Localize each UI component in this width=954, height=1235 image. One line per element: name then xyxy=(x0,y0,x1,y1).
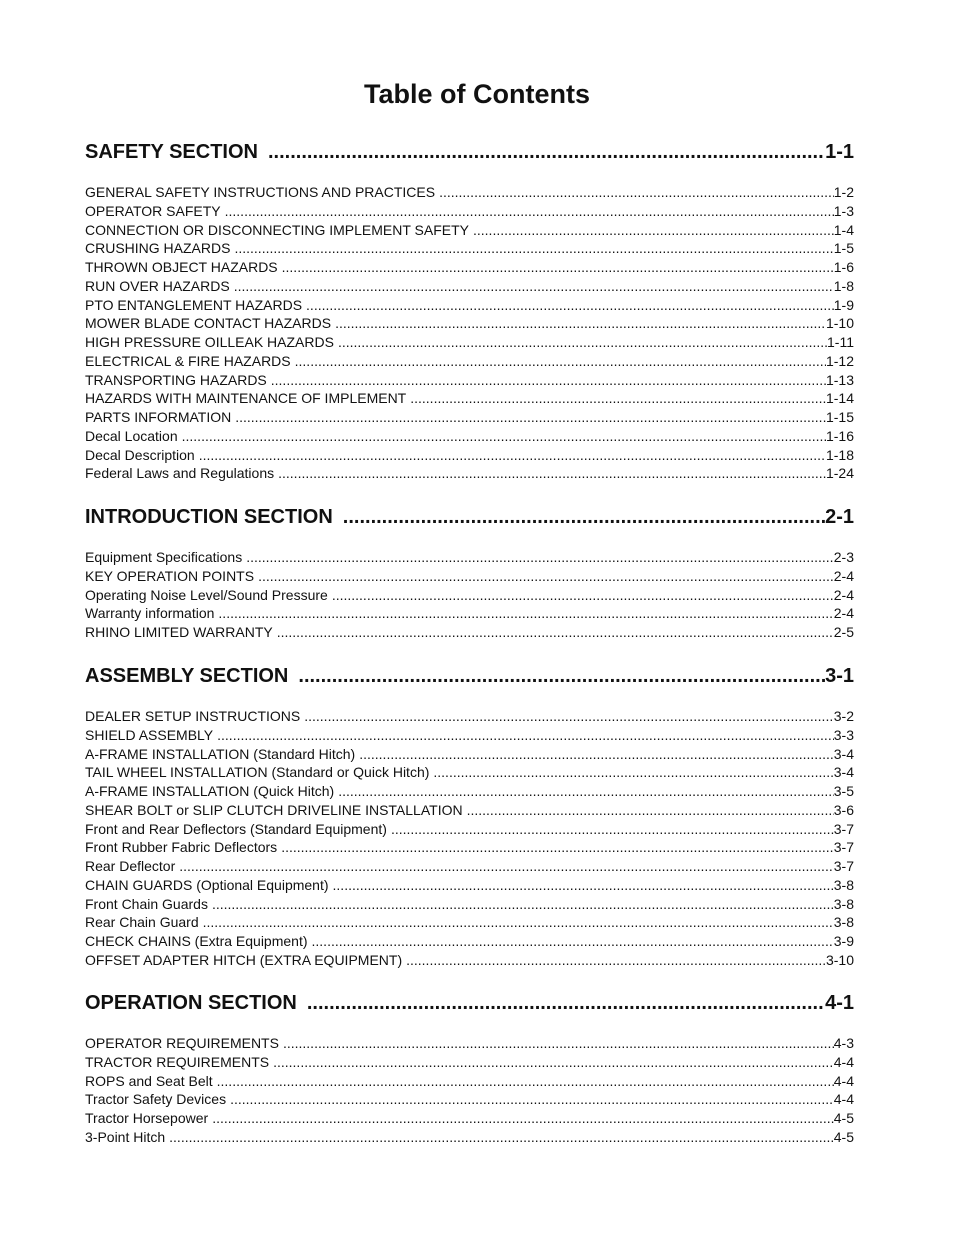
entry-page-number: 4-4 xyxy=(833,1054,854,1070)
entry-title: TRANSPORTING HAZARDS xyxy=(85,372,267,388)
entry-page-number: 1-14 xyxy=(825,390,854,406)
toc-entry[interactable] xyxy=(85,801,854,819)
section-title: SAFETY SECTION xyxy=(85,141,258,163)
toc-entry[interactable] xyxy=(85,464,854,482)
dot-leader xyxy=(195,446,826,464)
entry-page-number: 1-24 xyxy=(825,465,854,481)
entry-page-number: 4-5 xyxy=(833,1110,854,1126)
entry-title: Tractor Safety Devices xyxy=(85,1091,227,1107)
toc-entry[interactable] xyxy=(85,352,854,370)
toc-entry[interactable] xyxy=(85,745,854,763)
dot-leader xyxy=(308,932,834,950)
toc-section-heading[interactable] xyxy=(85,140,854,164)
entry-title: CRUSHING HAZARDS xyxy=(85,240,231,256)
toc-entry[interactable] xyxy=(85,1053,854,1071)
toc-entry[interactable] xyxy=(85,389,854,407)
toc-entry[interactable] xyxy=(85,1072,854,1090)
entry-title: ROPS and Seat Belt xyxy=(85,1073,213,1089)
toc-entry[interactable] xyxy=(85,857,854,875)
dot-leader xyxy=(226,1090,834,1108)
entry-page-number: 1-6 xyxy=(833,259,854,275)
dot-leader xyxy=(291,352,826,370)
dot-leader xyxy=(435,183,834,201)
section-title: ASSEMBLY SECTION xyxy=(85,665,289,687)
toc-entry[interactable] xyxy=(85,707,854,725)
entry-title: HAZARDS WITH MAINTENANCE OF IMPLEMENT xyxy=(85,390,407,406)
dot-leader xyxy=(334,782,834,800)
toc-entry[interactable] xyxy=(85,876,854,894)
dot-leader xyxy=(297,991,825,1015)
entry-title: Tractor Horsepower xyxy=(85,1110,209,1126)
entry-page-number: 3-4 xyxy=(833,746,854,762)
section-title: INTRODUCTION SECTION xyxy=(85,506,333,528)
entry-page-number: 1-4 xyxy=(833,222,854,238)
dot-leader xyxy=(175,857,834,875)
dot-leader xyxy=(254,567,834,585)
dot-leader xyxy=(331,314,826,332)
toc-entry[interactable] xyxy=(85,408,854,426)
dot-leader xyxy=(231,408,826,426)
entry-page-number: 2-5 xyxy=(833,624,854,640)
entry-title: A-FRAME INSTALLATION (Standard Hitch) xyxy=(85,746,356,762)
entry-title: Front and Rear Deflectors (Standard Equipment) xyxy=(85,821,387,837)
toc-entry[interactable] xyxy=(85,333,854,351)
entry-title: SHEAR BOLT or SLIP CLUTCH DRIVELINE INSTALLATION xyxy=(85,802,463,818)
toc-entry[interactable] xyxy=(85,296,854,314)
entry-title: CONNECTION OR DISCONNECTING IMPLEMENT SAFETY xyxy=(85,222,469,238)
entry-title: THROWN OBJECT HAZARDS xyxy=(85,259,278,275)
page-title: Table of Contents xyxy=(364,79,590,109)
entry-page-number: 2-3 xyxy=(833,549,854,565)
dot-leader xyxy=(469,221,834,239)
entry-title: 3-Point Hitch xyxy=(85,1129,166,1145)
entry-title: DEALER SETUP INSTRUCTIONS xyxy=(85,708,301,724)
entry-title: Federal Laws and Regulations xyxy=(85,465,275,481)
entry-page-number: 3-8 xyxy=(833,896,854,912)
dot-leader xyxy=(208,1109,834,1127)
toc-entry[interactable] xyxy=(85,258,854,276)
entry-page-number: 3-7 xyxy=(833,839,854,855)
toc-entry[interactable] xyxy=(85,239,854,257)
entry-page-number: 4-5 xyxy=(833,1129,854,1145)
toc-entry[interactable] xyxy=(85,1109,854,1127)
dot-leader xyxy=(267,371,826,389)
section-page-number: 2-1 xyxy=(825,506,854,528)
entry-title: Equipment Specifications xyxy=(85,549,243,565)
entry-page-number: 3-7 xyxy=(833,821,854,837)
toc-entry[interactable] xyxy=(85,838,854,856)
entry-title: GENERAL SAFETY INSTRUCTIONS AND PRACTICES xyxy=(85,184,436,200)
dot-leader xyxy=(213,726,834,744)
entry-page-number: 3-3 xyxy=(833,727,854,743)
toc-entry[interactable] xyxy=(85,567,854,585)
toc-entry[interactable] xyxy=(85,913,854,931)
dot-leader xyxy=(288,664,825,688)
entry-page-number: 1-18 xyxy=(825,447,854,463)
entry-title: KEY OPERATION POINTS xyxy=(85,568,255,584)
entry-page-number: 3-8 xyxy=(833,877,854,893)
entry-page-number: 1-10 xyxy=(825,315,854,331)
toc-entry[interactable] xyxy=(85,604,854,622)
dot-leader xyxy=(273,623,834,641)
dot-leader xyxy=(387,820,834,838)
dot-leader xyxy=(355,745,834,763)
entry-title: OPERATOR SAFETY xyxy=(85,203,221,219)
toc-entry[interactable] xyxy=(85,221,854,239)
section-page-number: 1-1 xyxy=(825,141,854,163)
toc-entry[interactable] xyxy=(85,1128,854,1146)
entry-title: OPERATOR REQUIREMENTS xyxy=(85,1035,279,1051)
toc-section-heading[interactable] xyxy=(85,991,854,1015)
entry-page-number: 1-11 xyxy=(827,334,854,350)
toc-entry[interactable] xyxy=(85,820,854,838)
entry-title: Rear Chain Guard xyxy=(85,914,199,930)
entry-page-number: 3-6 xyxy=(833,802,854,818)
toc-entry[interactable] xyxy=(85,763,854,781)
dot-leader xyxy=(334,333,827,351)
dot-leader xyxy=(429,763,833,781)
entry-title: MOWER BLADE CONTACT HAZARDS xyxy=(85,315,332,331)
dot-leader xyxy=(274,464,826,482)
entry-title: TRACTOR REQUIREMENTS xyxy=(85,1054,270,1070)
toc-section-heading[interactable] xyxy=(85,664,854,688)
dot-leader xyxy=(269,1053,834,1071)
dot-leader xyxy=(178,427,826,445)
section-title: OPERATION SECTION xyxy=(85,992,297,1014)
entry-title: CHECK CHAINS (Extra Equipment) xyxy=(85,933,308,949)
dot-leader xyxy=(302,296,834,314)
entry-page-number: 2-4 xyxy=(833,568,854,584)
entry-title: HIGH PRESSURE OILLEAK HAZARDS xyxy=(85,334,334,350)
entry-title: PTO ENTANGLEMENT HAZARDS xyxy=(85,297,303,313)
entry-page-number: 1-2 xyxy=(833,184,854,200)
toc-entry[interactable] xyxy=(85,314,854,332)
entry-page-number: 4-3 xyxy=(833,1035,854,1051)
dot-leader xyxy=(221,202,834,220)
entry-title: PARTS INFORMATION xyxy=(85,409,232,425)
toc-entry[interactable] xyxy=(85,726,854,744)
entry-title: Operating Noise Level/Sound Pressure xyxy=(85,587,328,603)
dot-leader xyxy=(208,895,834,913)
entry-title: Front Rubber Fabric Deflectors xyxy=(85,839,278,855)
toc-entry[interactable] xyxy=(85,183,854,201)
toc-entry[interactable] xyxy=(85,623,854,641)
dot-leader xyxy=(402,951,826,969)
dot-leader xyxy=(278,258,834,276)
dot-leader xyxy=(277,838,834,856)
toc-entry[interactable] xyxy=(85,371,854,389)
entry-page-number: 3-5 xyxy=(833,783,854,799)
toc-entry[interactable] xyxy=(85,1090,854,1108)
entry-page-number: 3-9 xyxy=(833,933,854,949)
dot-leader xyxy=(279,1034,834,1052)
entry-title: RHINO LIMITED WARRANTY xyxy=(85,624,273,640)
entry-page-number: 1-13 xyxy=(825,372,854,388)
toc-entry[interactable] xyxy=(85,427,854,445)
entry-title: A-FRAME INSTALLATION (Quick Hitch) xyxy=(85,783,335,799)
dot-leader xyxy=(463,801,834,819)
dot-leader xyxy=(230,239,833,257)
dot-leader xyxy=(230,277,834,295)
entry-title: Rear Deflector xyxy=(85,858,176,874)
entry-title: CHAIN GUARDS (Optional Equipment) xyxy=(85,877,329,893)
entry-title: SHIELD ASSEMBLY xyxy=(85,727,214,743)
entry-page-number: 4-4 xyxy=(833,1073,854,1089)
dot-leader xyxy=(329,876,834,894)
entry-page-number: 3-10 xyxy=(825,952,854,968)
entry-page-number: 1-12 xyxy=(825,353,854,369)
dot-leader xyxy=(199,913,834,931)
entry-page-number: 1-9 xyxy=(833,297,854,313)
toc-entry[interactable] xyxy=(85,1034,854,1052)
entry-title: Decal Description xyxy=(85,447,195,463)
dot-leader xyxy=(258,140,825,164)
entry-page-number: 1-8 xyxy=(833,278,854,294)
entry-page-number: 3-4 xyxy=(833,764,854,780)
toc-entry[interactable] xyxy=(85,895,854,913)
entry-page-number: 1-16 xyxy=(825,428,854,444)
dot-leader xyxy=(333,505,825,529)
dot-leader xyxy=(328,586,834,604)
entry-title: ELECTRICAL & FIRE HAZARDS xyxy=(85,353,291,369)
toc-entry[interactable] xyxy=(85,202,854,220)
dot-leader xyxy=(406,389,826,407)
toc-entry[interactable] xyxy=(85,548,854,566)
entry-page-number: 4-4 xyxy=(833,1091,854,1107)
dot-leader xyxy=(214,604,833,622)
toc-section-heading[interactable] xyxy=(85,505,854,529)
entry-page-number: 1-5 xyxy=(833,240,854,256)
dot-leader xyxy=(300,707,834,725)
entry-title: Warranty information xyxy=(85,605,215,621)
dot-leader xyxy=(213,1072,834,1090)
toc-entry[interactable] xyxy=(85,277,854,295)
toc-entry[interactable] xyxy=(85,951,854,969)
toc-entry[interactable] xyxy=(85,446,854,464)
entry-title: RUN OVER HAZARDS xyxy=(85,278,230,294)
entry-page-number: 3-8 xyxy=(833,914,854,930)
section-page-number: 3-1 xyxy=(825,665,854,687)
entry-title: Decal Location xyxy=(85,428,178,444)
entry-page-number: 2-4 xyxy=(833,587,854,603)
toc-entry[interactable] xyxy=(85,782,854,800)
entry-title: TAIL WHEEL INSTALLATION (Standard or Quick Hitch) xyxy=(85,764,430,780)
entry-title: OFFSET ADAPTER HITCH (EXTRA EQUIPMENT) xyxy=(85,952,403,968)
entry-page-number: 1-15 xyxy=(825,409,854,425)
section-page-number: 4-1 xyxy=(825,992,854,1014)
toc-entry[interactable] xyxy=(85,586,854,604)
entry-page-number: 1-3 xyxy=(833,203,854,219)
dot-leader xyxy=(165,1128,834,1146)
entry-page-number: 2-4 xyxy=(833,605,854,621)
toc-entry[interactable] xyxy=(85,932,854,950)
dot-leader xyxy=(242,548,834,566)
entry-title: Front Chain Guards xyxy=(85,896,208,912)
entry-page-number: 3-2 xyxy=(833,708,854,724)
entry-page-number: 3-7 xyxy=(833,858,854,874)
